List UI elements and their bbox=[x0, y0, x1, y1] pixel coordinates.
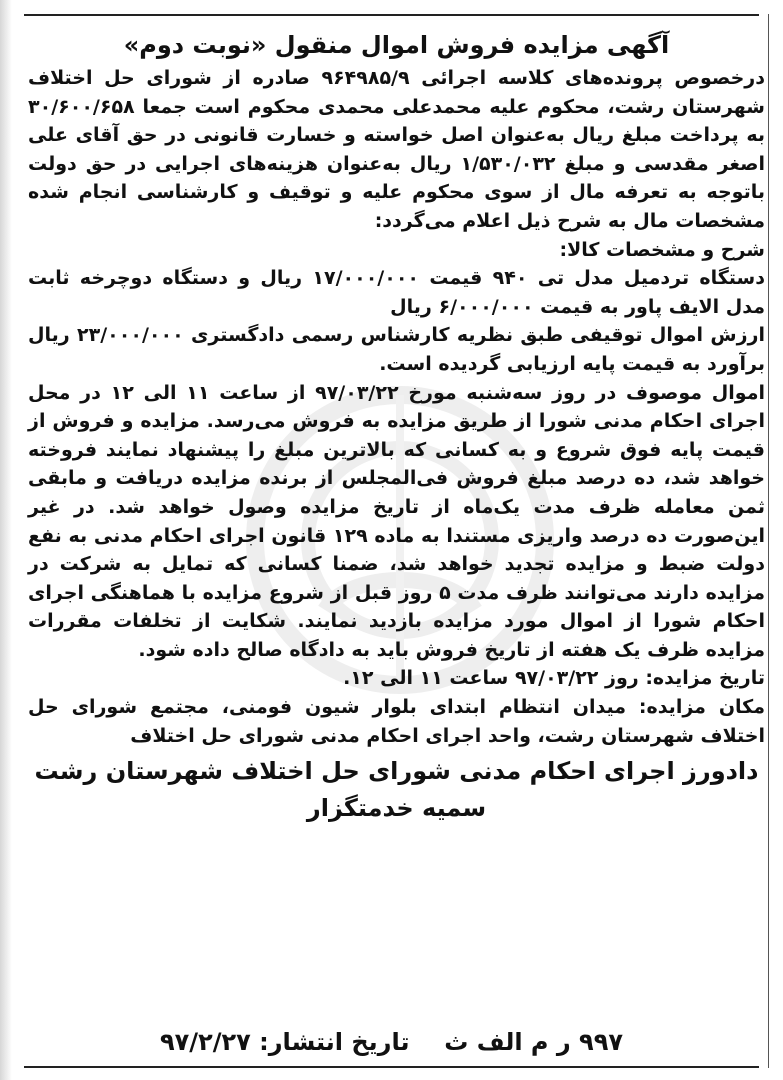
top-border-rule bbox=[24, 14, 759, 16]
signer-name: سمیه خدمتگزار bbox=[306, 794, 487, 823]
bottom-border-rule bbox=[24, 1066, 759, 1068]
case-description: درخصوص پرونده‌های کلاسه اجرائی ۹۶۴۹۸۵/۹ صادره از شورای حل اختلاف شهرستان رشت، محکوم علیه محمدعلی محمدی محکوم است جمعا ۳۰/۶۰۰/۶۵۸ به پرداخت مبلغ ریال به‌عنوان اصل خواسته و خسارت قانونی در حق آقای علی اصغر مقدسی و مبلغ ۱/۵۳۰/۰۳۲ ریال به‌عنوان هزینه‌های اجرایی در حق دولت باتوجه به تعرفه مال از سوی محکوم علیه و توقیف و کارشناسی انجام شده مشخصات مال به شرح ذیل اعلام می‌گردد: bbox=[28, 67, 765, 232]
notice-footer bbox=[160, 1024, 623, 1060]
left-page-shadow bbox=[0, 0, 12, 1080]
auction-notice bbox=[28, 28, 765, 826]
auction-date: تاریخ مزایده: روز ۹۷/۰۳/۲۲ ساعت ۱۱ الی ۱۲. bbox=[343, 667, 765, 690]
footer-reference-code: ۹۹۷ ر م الف ث bbox=[444, 1028, 623, 1056]
auction-terms: اموال موصوف در روز سه‌شنبه مورخ ۹۷/۰۳/۲۲ از ساعت ۱۱ الی ۱۲ در محل اجرای احکام مدنی شورا از طریق مزایده به فروش می‌رسد. مزایده و فروش از قیمت پایه فوق شروع و به کسانی که بالاترین مبلغ را پیشنهاد نمایند فروخته خواهد شد، ده درصد مبلغ فروش فی‌المجلس از برنده مزایده دریافت و مابقی ثمن معامله ظرف مدت یک‌ماه از تاریخ مزایده وصول خواهد شد. در غیر این‌صورت ده درصد واریزی مستندا به ماده ۱۲۹ قانون اجرای احکام مدنی به نفع دولت ضبط و مزایده تجدید خواهد شد، ضمنا کسانی که تمایل به شرکت در مزایده دارند می‌توانند ظرف مدت ۵ روز قبل از شروع مزایده با هماهنگی اجرای احکام شورا از اموال مورد مزایده بازدید نمایند. شکایت از تخلفات مقررات مزایده ظرف یک هفته از تاریخ فروش باید به دادگاه صالح داده شود. bbox=[28, 381, 765, 661]
issuing-authority: دادورز اجرای احکام مدنی شورای حل اختلاف شهرستان رشت bbox=[34, 757, 759, 786]
publication-date: تاریخ انتشار: ۹۷/۲/۲۷ bbox=[160, 1028, 410, 1056]
valuation-description: ارزش اموال توقیفی طبق نظریه کارشناس رسمی دادگستری ۲۳/۰۰۰/۰۰۰ ریال برآورد به قیمت پایه ارزیابی گردیده است. bbox=[28, 324, 765, 375]
notice-title: آگهی مزایده فروش اموال منقول «نوبت دوم» bbox=[123, 31, 670, 59]
spec-heading: شرح و مشخصات کالا: bbox=[559, 238, 765, 261]
right-border-rule bbox=[768, 14, 769, 1068]
spec-description: دستگاه تردمیل مدل تی ۹۴۰ قیمت ۱۷/۰۰۰/۰۰۰ ریال و دستگاه دوچرخه ثابت مدل الایف پاور به قیمت ۶/۰۰۰/۰۰۰ ریال bbox=[28, 267, 765, 318]
auction-place: مکان مزایده: میدان انتظام ابتدای بلوار شیون فومنی، مجتمع شورای حل اختلاف شهرستان رشت، واحد اجرای احکام مدنی شورای حل اختلاف bbox=[28, 696, 765, 747]
